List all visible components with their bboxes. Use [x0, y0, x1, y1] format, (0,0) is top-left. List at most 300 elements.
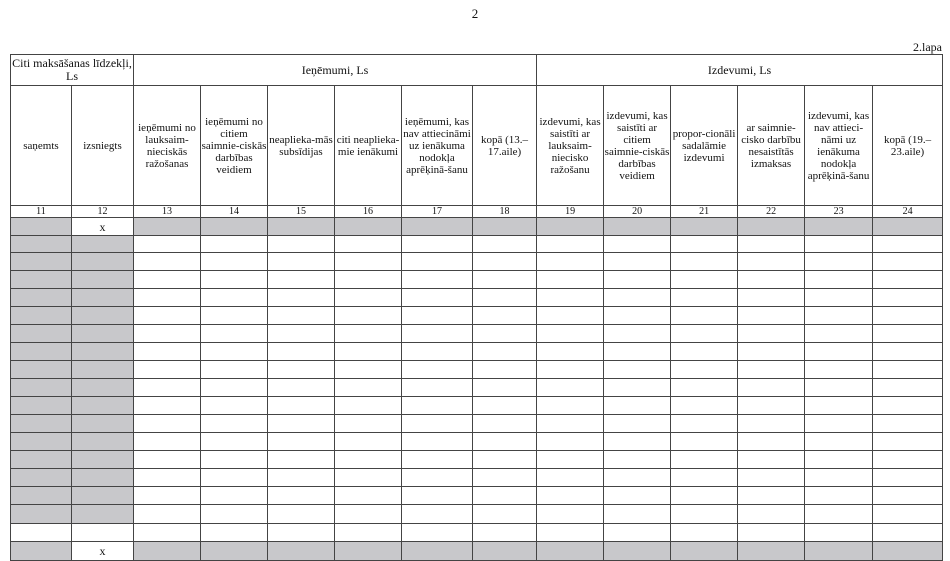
table-cell[interactable]	[72, 524, 134, 542]
table-cell[interactable]	[201, 289, 268, 307]
column-number-14: 14	[201, 206, 268, 218]
table-cell[interactable]	[134, 433, 201, 451]
table-cell[interactable]	[72, 505, 134, 524]
table-cell[interactable]	[11, 397, 72, 415]
table-cell[interactable]	[335, 271, 402, 289]
table-cell[interactable]	[335, 218, 402, 236]
table-cell[interactable]	[335, 469, 402, 487]
table-cell[interactable]	[738, 542, 805, 561]
column-number-23: 23	[805, 206, 873, 218]
table-cell[interactable]	[268, 415, 335, 433]
table-cell[interactable]	[134, 524, 201, 542]
table-cell[interactable]	[11, 361, 72, 379]
table-cell[interactable]	[72, 415, 134, 433]
table-cell[interactable]	[537, 487, 604, 505]
table-cell[interactable]	[268, 289, 335, 307]
table-cell[interactable]	[738, 325, 805, 343]
table-cell[interactable]	[402, 361, 473, 379]
table-cell[interactable]	[805, 542, 873, 561]
column-header-12: izsniegts	[72, 86, 134, 206]
table-cell[interactable]	[201, 542, 268, 561]
table-row	[11, 253, 943, 271]
table-cell[interactable]	[335, 542, 402, 561]
table-cell[interactable]	[72, 343, 134, 361]
column-number-24: 24	[873, 206, 943, 218]
table-cell[interactable]	[537, 236, 604, 253]
table-cell[interactable]	[805, 433, 873, 451]
table-cell[interactable]	[671, 379, 738, 397]
table-row	[11, 451, 943, 469]
table-row	[11, 415, 943, 433]
table-cell[interactable]	[604, 542, 671, 561]
table-cell[interactable]	[134, 379, 201, 397]
table-cell[interactable]	[738, 433, 805, 451]
table-cell[interactable]	[473, 487, 537, 505]
table-cell[interactable]	[201, 236, 268, 253]
table-cell[interactable]	[473, 271, 537, 289]
table-row	[11, 307, 943, 325]
table-cell[interactable]	[805, 343, 873, 361]
table-cell[interactable]	[604, 361, 671, 379]
table-cell[interactable]	[201, 271, 268, 289]
table-cell[interactable]	[11, 542, 72, 561]
table-cell[interactable]	[402, 524, 473, 542]
table-cell[interactable]	[873, 542, 943, 561]
table-cell[interactable]	[72, 433, 134, 451]
table-cell[interactable]	[873, 271, 943, 289]
table-cell[interactable]	[805, 325, 873, 343]
column-number-18: 18	[473, 206, 537, 218]
table-row	[11, 433, 943, 451]
table-cell[interactable]	[201, 307, 268, 325]
table-cell[interactable]	[134, 218, 201, 236]
table-cell[interactable]	[11, 451, 72, 469]
table-cell[interactable]	[402, 236, 473, 253]
table-cell[interactable]	[473, 469, 537, 487]
table-cell[interactable]	[402, 307, 473, 325]
table-cell[interactable]	[11, 307, 72, 325]
table-cell[interactable]	[473, 505, 537, 524]
table-cell[interactable]	[72, 325, 134, 343]
table-cell[interactable]	[671, 271, 738, 289]
table-cell[interactable]	[201, 379, 268, 397]
table-cell[interactable]	[805, 253, 873, 271]
table-cell[interactable]	[873, 487, 943, 505]
table-cell[interactable]	[268, 433, 335, 451]
table-cell[interactable]	[604, 524, 671, 542]
table-cell[interactable]	[873, 524, 943, 542]
table-cell[interactable]	[268, 218, 335, 236]
table-cell[interactable]	[537, 307, 604, 325]
table-cell[interactable]	[805, 271, 873, 289]
table-cell[interactable]	[134, 469, 201, 487]
table-cell[interactable]	[738, 361, 805, 379]
table-cell[interactable]	[604, 469, 671, 487]
table-cell[interactable]	[738, 451, 805, 469]
table-cell[interactable]	[671, 307, 738, 325]
table-cell[interactable]	[11, 487, 72, 505]
table-cell[interactable]	[604, 451, 671, 469]
table-cell[interactable]	[873, 469, 943, 487]
table-cell[interactable]	[537, 451, 604, 469]
table-cell[interactable]	[805, 289, 873, 307]
table-cell[interactable]	[873, 415, 943, 433]
table-cell[interactable]	[738, 218, 805, 236]
table-cell[interactable]	[738, 415, 805, 433]
table-cell[interactable]	[402, 325, 473, 343]
column-header-21: propor-cionāli sadalāmie izdevumi	[671, 86, 738, 206]
table-cell[interactable]	[873, 397, 943, 415]
header-income: Ieņēmumi, Ls	[134, 55, 537, 86]
table-cell[interactable]	[473, 218, 537, 236]
table-cell[interactable]	[537, 218, 604, 236]
table-cell[interactable]	[134, 415, 201, 433]
table-cell[interactable]	[402, 271, 473, 289]
table-cell[interactable]	[738, 343, 805, 361]
table-cell[interactable]	[268, 253, 335, 271]
table-cell[interactable]	[604, 253, 671, 271]
table-cell[interactable]	[537, 379, 604, 397]
table-cell[interactable]	[873, 236, 943, 253]
table-cell[interactable]	[268, 343, 335, 361]
table-cell[interactable]	[537, 415, 604, 433]
table-cell[interactable]	[805, 307, 873, 325]
table-cell[interactable]	[402, 505, 473, 524]
header-other-funds: Citi maksāšanas līdzekļi, Ls	[11, 55, 134, 86]
table-cell[interactable]	[738, 487, 805, 505]
table-cell[interactable]	[11, 524, 72, 542]
table-cell[interactable]	[201, 253, 268, 271]
column-header-16: citi neaplieka-mie ienākumi	[335, 86, 402, 206]
table-row	[11, 361, 943, 379]
table-cell[interactable]	[473, 433, 537, 451]
table-cell[interactable]	[201, 433, 268, 451]
column-header-13: ieņēmumi no lauksaim-nieciskās ražošanas	[134, 86, 201, 206]
table-cell[interactable]	[268, 469, 335, 487]
table-cell[interactable]	[201, 343, 268, 361]
table-cell[interactable]	[537, 253, 604, 271]
table-cell[interactable]	[134, 289, 201, 307]
table-cell[interactable]	[671, 542, 738, 561]
table-cell[interactable]	[738, 289, 805, 307]
table-cell[interactable]	[402, 451, 473, 469]
table-cell[interactable]	[537, 524, 604, 542]
table-cell[interactable]	[11, 236, 72, 253]
table-cell[interactable]	[671, 415, 738, 433]
table-cell[interactable]	[671, 451, 738, 469]
table-cell[interactable]	[72, 469, 134, 487]
table-cell[interactable]	[805, 379, 873, 397]
page-number: 2	[471, 6, 479, 21]
column-number-16: 16	[335, 206, 402, 218]
table-cell[interactable]	[537, 505, 604, 524]
table-cell[interactable]	[873, 307, 943, 325]
table-cell[interactable]	[671, 289, 738, 307]
table-cell[interactable]	[537, 542, 604, 561]
table-cell[interactable]	[473, 379, 537, 397]
table-cell[interactable]	[268, 379, 335, 397]
table-cell[interactable]	[134, 307, 201, 325]
table-cell[interactable]	[873, 361, 943, 379]
table-cell[interactable]	[402, 253, 473, 271]
table-cell[interactable]	[671, 469, 738, 487]
table-cell[interactable]	[873, 289, 943, 307]
table-cell[interactable]	[671, 361, 738, 379]
table-cell[interactable]	[738, 524, 805, 542]
table-cell[interactable]	[268, 487, 335, 505]
table-cell[interactable]	[738, 271, 805, 289]
table-cell[interactable]	[335, 307, 402, 325]
column-number-17: 17	[402, 206, 473, 218]
table-cell[interactable]	[268, 307, 335, 325]
table-cell[interactable]	[537, 271, 604, 289]
top-mark: x	[72, 218, 134, 236]
table-cell[interactable]	[604, 379, 671, 397]
table-cell[interactable]	[402, 433, 473, 451]
table-cell[interactable]	[473, 415, 537, 433]
table-cell[interactable]	[134, 361, 201, 379]
table-cell[interactable]	[201, 469, 268, 487]
table-cell[interactable]	[671, 343, 738, 361]
table-cell[interactable]	[537, 397, 604, 415]
table-row	[11, 542, 943, 561]
table-cell[interactable]	[201, 218, 268, 236]
table-cell[interactable]	[335, 433, 402, 451]
table-cell[interactable]	[873, 379, 943, 397]
table-cell[interactable]	[335, 325, 402, 343]
table-cell[interactable]	[805, 218, 873, 236]
table-cell[interactable]	[805, 361, 873, 379]
table-cell[interactable]	[201, 505, 268, 524]
column-number-15: 15	[268, 206, 335, 218]
table-cell[interactable]	[268, 397, 335, 415]
table-row	[11, 524, 943, 542]
table-cell[interactable]	[11, 379, 72, 397]
table-cell[interactable]	[738, 505, 805, 524]
table-cell[interactable]	[201, 415, 268, 433]
table-cell[interactable]	[473, 289, 537, 307]
table-cell[interactable]	[11, 289, 72, 307]
table-cell[interactable]	[473, 307, 537, 325]
table-cell[interactable]	[604, 343, 671, 361]
table-cell[interactable]	[738, 379, 805, 397]
table-cell[interactable]	[671, 236, 738, 253]
table-cell[interactable]	[72, 271, 134, 289]
table-cell[interactable]	[402, 289, 473, 307]
table-cell[interactable]	[268, 524, 335, 542]
table-cell[interactable]	[604, 307, 671, 325]
table-cell[interactable]	[402, 343, 473, 361]
table-cell[interactable]	[335, 343, 402, 361]
table-cell[interactable]	[604, 289, 671, 307]
table-cell[interactable]	[738, 469, 805, 487]
table-cell[interactable]	[537, 361, 604, 379]
sheet-label: 2.lapa	[913, 40, 942, 54]
table-cell[interactable]	[671, 524, 738, 542]
table-cell[interactable]	[335, 505, 402, 524]
table-cell[interactable]	[873, 218, 943, 236]
table-cell[interactable]	[72, 487, 134, 505]
table-cell[interactable]	[11, 433, 72, 451]
table-cell[interactable]	[805, 487, 873, 505]
table-cell[interactable]	[473, 343, 537, 361]
table-cell[interactable]	[671, 218, 738, 236]
table-cell[interactable]	[335, 379, 402, 397]
table-row	[11, 218, 943, 236]
table-cell[interactable]	[604, 487, 671, 505]
column-header-11: saņemts	[11, 86, 72, 206]
table-cell[interactable]	[873, 253, 943, 271]
table-cell[interactable]	[604, 433, 671, 451]
table-cell[interactable]	[72, 361, 134, 379]
table-cell[interactable]	[134, 487, 201, 505]
table-cell[interactable]	[805, 397, 873, 415]
table-cell[interactable]	[604, 415, 671, 433]
table-cell[interactable]	[671, 505, 738, 524]
table-cell[interactable]	[11, 469, 72, 487]
table-cell[interactable]	[11, 343, 72, 361]
table-cell[interactable]	[473, 524, 537, 542]
table-cell[interactable]	[402, 218, 473, 236]
table-cell[interactable]	[134, 451, 201, 469]
table-cell[interactable]	[201, 325, 268, 343]
table-cell[interactable]	[268, 505, 335, 524]
table-cell[interactable]	[201, 361, 268, 379]
table-cell[interactable]	[11, 415, 72, 433]
table-cell[interactable]	[72, 379, 134, 397]
table-cell[interactable]	[473, 361, 537, 379]
table-cell[interactable]	[537, 343, 604, 361]
table-row	[11, 379, 943, 397]
table-cell[interactable]	[537, 433, 604, 451]
table-cell[interactable]	[402, 379, 473, 397]
table-cell[interactable]	[873, 433, 943, 451]
table-cell[interactable]	[72, 307, 134, 325]
table-cell[interactable]	[671, 433, 738, 451]
table-row	[11, 469, 943, 487]
column-header-15: neaplieka-mās subsīdijas	[268, 86, 335, 206]
table-cell[interactable]	[134, 236, 201, 253]
table-cell[interactable]	[72, 236, 134, 253]
table-cell[interactable]	[738, 236, 805, 253]
table-cell[interactable]	[671, 253, 738, 271]
table-cell[interactable]	[805, 469, 873, 487]
table-cell[interactable]	[738, 253, 805, 271]
table-cell[interactable]	[335, 236, 402, 253]
table-cell[interactable]	[11, 271, 72, 289]
table-cell[interactable]	[604, 271, 671, 289]
table-cell[interactable]	[873, 325, 943, 343]
table-cell[interactable]	[134, 505, 201, 524]
table-cell[interactable]	[335, 415, 402, 433]
table-cell[interactable]	[537, 469, 604, 487]
table-cell[interactable]	[473, 397, 537, 415]
table-cell[interactable]	[604, 397, 671, 415]
table-cell[interactable]	[738, 397, 805, 415]
table-cell[interactable]	[11, 218, 72, 236]
table-cell[interactable]	[268, 361, 335, 379]
table-cell[interactable]	[268, 542, 335, 561]
column-header-19: izdevumi, kas saistīti ar lauksaim-niecisko ražošanu	[537, 86, 604, 206]
table-cell[interactable]	[671, 325, 738, 343]
table-cell[interactable]	[805, 524, 873, 542]
table-cell[interactable]	[11, 505, 72, 524]
table-cell[interactable]	[604, 325, 671, 343]
table-cell[interactable]	[604, 218, 671, 236]
table-cell[interactable]	[805, 505, 873, 524]
table-cell[interactable]	[201, 487, 268, 505]
table-cell[interactable]	[201, 524, 268, 542]
table-cell[interactable]	[604, 505, 671, 524]
table-cell[interactable]	[335, 524, 402, 542]
table-cell[interactable]	[268, 236, 335, 253]
table-cell[interactable]	[537, 325, 604, 343]
table-cell[interactable]	[268, 451, 335, 469]
column-header-22: ar saimnie-cisko darbību nesaistītās izmaksas	[738, 86, 805, 206]
table-cell[interactable]	[473, 253, 537, 271]
table-cell[interactable]	[268, 325, 335, 343]
table-cell[interactable]	[11, 253, 72, 271]
table-cell[interactable]	[335, 253, 402, 271]
table-cell[interactable]	[671, 397, 738, 415]
table-cell[interactable]	[473, 451, 537, 469]
table-cell[interactable]	[473, 325, 537, 343]
table-cell[interactable]	[134, 271, 201, 289]
table-cell[interactable]	[201, 397, 268, 415]
table-cell[interactable]	[402, 469, 473, 487]
table-cell[interactable]	[134, 253, 201, 271]
table-cell[interactable]	[335, 289, 402, 307]
table-cell[interactable]	[473, 542, 537, 561]
table-cell[interactable]	[402, 415, 473, 433]
column-header-14: ieņēmumi no citiem saimnie-ciskās darbības veidiem	[201, 86, 268, 206]
table-cell[interactable]	[335, 487, 402, 505]
table-cell[interactable]	[134, 343, 201, 361]
table-cell[interactable]	[335, 361, 402, 379]
table-cell[interactable]	[72, 451, 134, 469]
table-cell[interactable]	[335, 397, 402, 415]
column-header-24: kopā (19.–23.aile)	[873, 86, 943, 206]
table-cell[interactable]	[873, 505, 943, 524]
table-cell[interactable]	[805, 451, 873, 469]
table-cell[interactable]	[473, 236, 537, 253]
table-cell[interactable]	[72, 397, 134, 415]
table-cell[interactable]	[402, 542, 473, 561]
table-cell[interactable]	[134, 542, 201, 561]
table-cell[interactable]	[72, 289, 134, 307]
table-cell[interactable]	[335, 451, 402, 469]
table-cell[interactable]	[134, 325, 201, 343]
column-number-21: 21	[671, 206, 738, 218]
table-cell[interactable]	[537, 289, 604, 307]
table-cell[interactable]	[402, 487, 473, 505]
table-cell[interactable]	[604, 236, 671, 253]
table-row	[11, 505, 943, 524]
table-cell[interactable]	[72, 253, 134, 271]
table-cell[interactable]	[268, 271, 335, 289]
table-cell[interactable]	[671, 487, 738, 505]
table-cell[interactable]	[201, 451, 268, 469]
table-cell[interactable]	[873, 451, 943, 469]
table-cell[interactable]	[738, 307, 805, 325]
table-cell[interactable]	[402, 397, 473, 415]
table-cell[interactable]	[805, 415, 873, 433]
column-header-20: izdevumi, kas saistīti ar citiem saimnie-ciskās darbības veidiem	[604, 86, 671, 206]
table-cell[interactable]	[873, 343, 943, 361]
table-cell[interactable]	[805, 236, 873, 253]
table-cell[interactable]	[134, 397, 201, 415]
table-cell[interactable]	[11, 325, 72, 343]
